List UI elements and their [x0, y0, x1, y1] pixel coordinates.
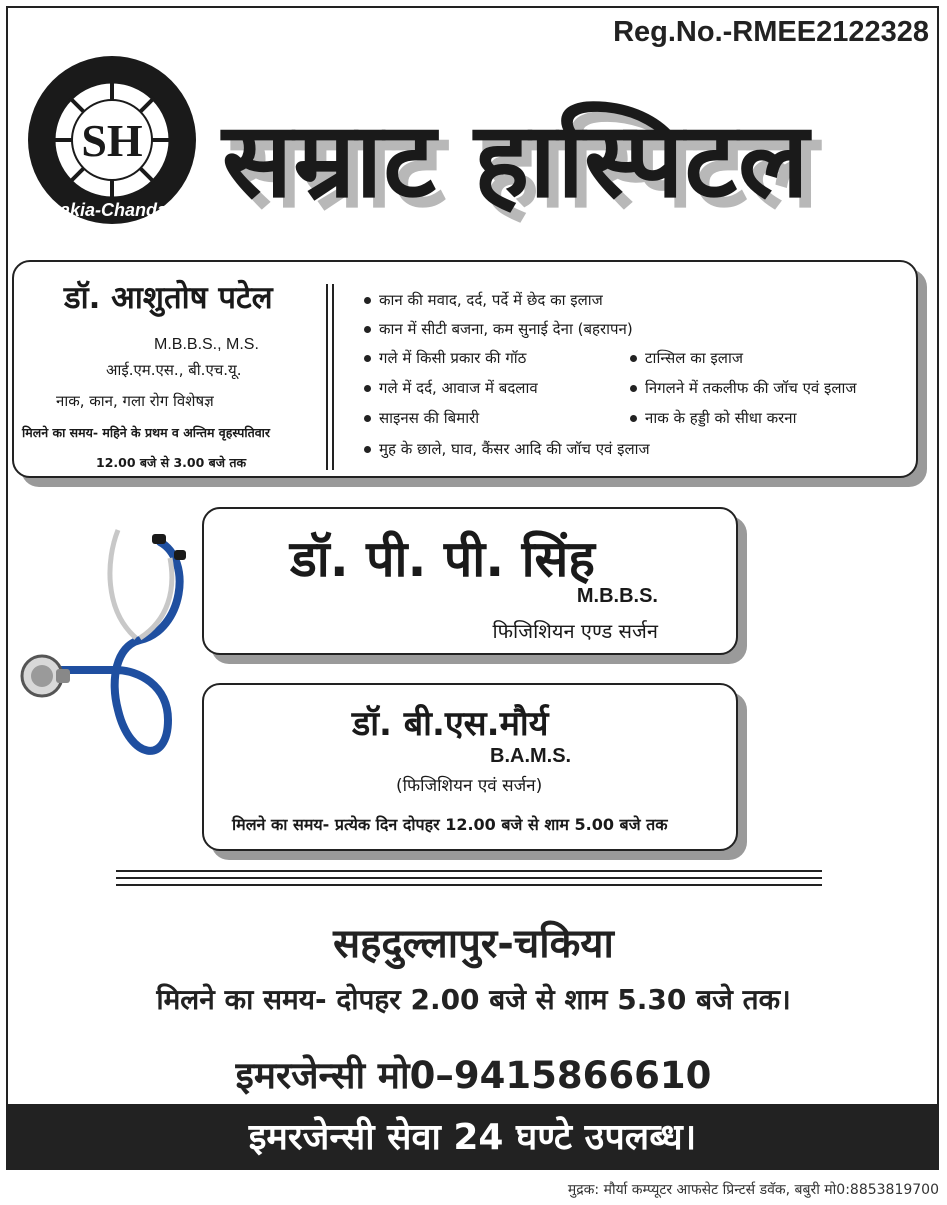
doctor-pp-name: डॉ. पी. पी. सिंह — [290, 530, 595, 588]
bullet-icon — [364, 355, 371, 362]
ent-doctor-box — [12, 260, 918, 478]
doctor-bs-box — [202, 683, 738, 851]
doctor-pp-degree: M.B.B.S. — [576, 585, 658, 607]
bullet-icon — [364, 326, 371, 333]
printer-credit: मुद्रक: मौर्या कम्प्यूटर आफसेट प्रिन्टर्स डवॅक, बबुरी मो0:8853819700 — [567, 1182, 939, 1198]
logo-location: Chakia-Chandauli — [35, 200, 189, 220]
visiting-hours: मिलने का समय- दोपहर 2.00 बजे से शाम 5.30 बजे तक। — [156, 983, 791, 1016]
divider-line — [116, 877, 822, 879]
bullet-icon — [630, 385, 637, 392]
bullet-icon — [364, 297, 371, 304]
doctor-pp-box — [202, 507, 738, 655]
ent-doctor-degree: M.B.B.S., M.S. — [154, 336, 259, 353]
divider-line — [116, 884, 822, 886]
ent-doctor-name: डॉ. आशुतोष पटेल — [64, 280, 273, 316]
ent-doctor-institute: आई.एम.एस., बी.एच.यू. — [106, 361, 242, 379]
column-divider — [326, 284, 334, 470]
service-item: गले में किसी प्रकार की गॉठ — [364, 348, 526, 368]
stethoscope-icon — [18, 520, 198, 780]
service-item: साइनस की बिमारी — [364, 408, 479, 428]
ent-doctor-timing: मिलने का समय- महिने के प्रथम व अन्तिम वृहस्पतिवार — [22, 425, 271, 440]
service-item: कान में सीटी बजना, कम सुनाई देना (बहरापन) — [364, 319, 633, 339]
doctor-bs-name: डॉ. बी.एस.मौर्य — [352, 704, 549, 744]
doctor-bs-specialty: (फिजिशियन एवं सर्जन) — [396, 776, 543, 796]
service-item: कान की मवाद, दर्द, पर्दे में छेद का इलाज — [364, 290, 603, 310]
service-item: टान्सिल का इलाज — [630, 348, 743, 368]
location-heading: सहदुल्लापुर-चकिया — [333, 921, 614, 967]
hospital-logo — [26, 54, 198, 226]
doctor-pp-specialty: फिजिशियन एण्ड सर्जन — [492, 619, 658, 643]
bullet-icon — [364, 446, 371, 453]
emergency-banner: इमरजेन्सी सेवा 24 घण्टे उपलब्ध। — [6, 1106, 939, 1170]
ent-doctor-specialty: नाक, कान, गला रोग विशेषज्ञ — [56, 392, 214, 410]
service-item: मुह के छाले, घाव, कैंसर आदि की जॉच एवं इलाज — [364, 439, 650, 459]
bullet-icon — [630, 415, 637, 422]
ent-doctor-hours: 12.00 बजे से 3.00 बजे तक — [96, 455, 247, 470]
divider-line — [116, 870, 822, 872]
emergency-contact: इमरजेन्सी मो0–9415866610 — [235, 1054, 712, 1097]
registration-number: Reg.No.-RMEE2122328 — [613, 16, 929, 48]
bullet-icon — [364, 415, 371, 422]
bullet-icon — [630, 355, 637, 362]
hospital-name: सम्राट हास्पिटल — [222, 99, 810, 221]
service-item: निगलने में तकलीफ की जॉच एवं इलाज — [630, 378, 857, 398]
service-item: गले में दर्द, आवाज में बदलाव — [364, 378, 538, 398]
service-item: नाक के हड्डी को सीधा करना — [630, 408, 796, 428]
doctor-bs-timing: मिलने का समय- प्रत्येक दिन दोपहर 12.00 बजे से शाम 5.00 बजे तक — [232, 815, 668, 834]
doctor-bs-degree: B.A.M.S. — [490, 745, 572, 767]
logo-monogram: SH — [81, 115, 143, 166]
bullet-icon — [364, 385, 371, 392]
